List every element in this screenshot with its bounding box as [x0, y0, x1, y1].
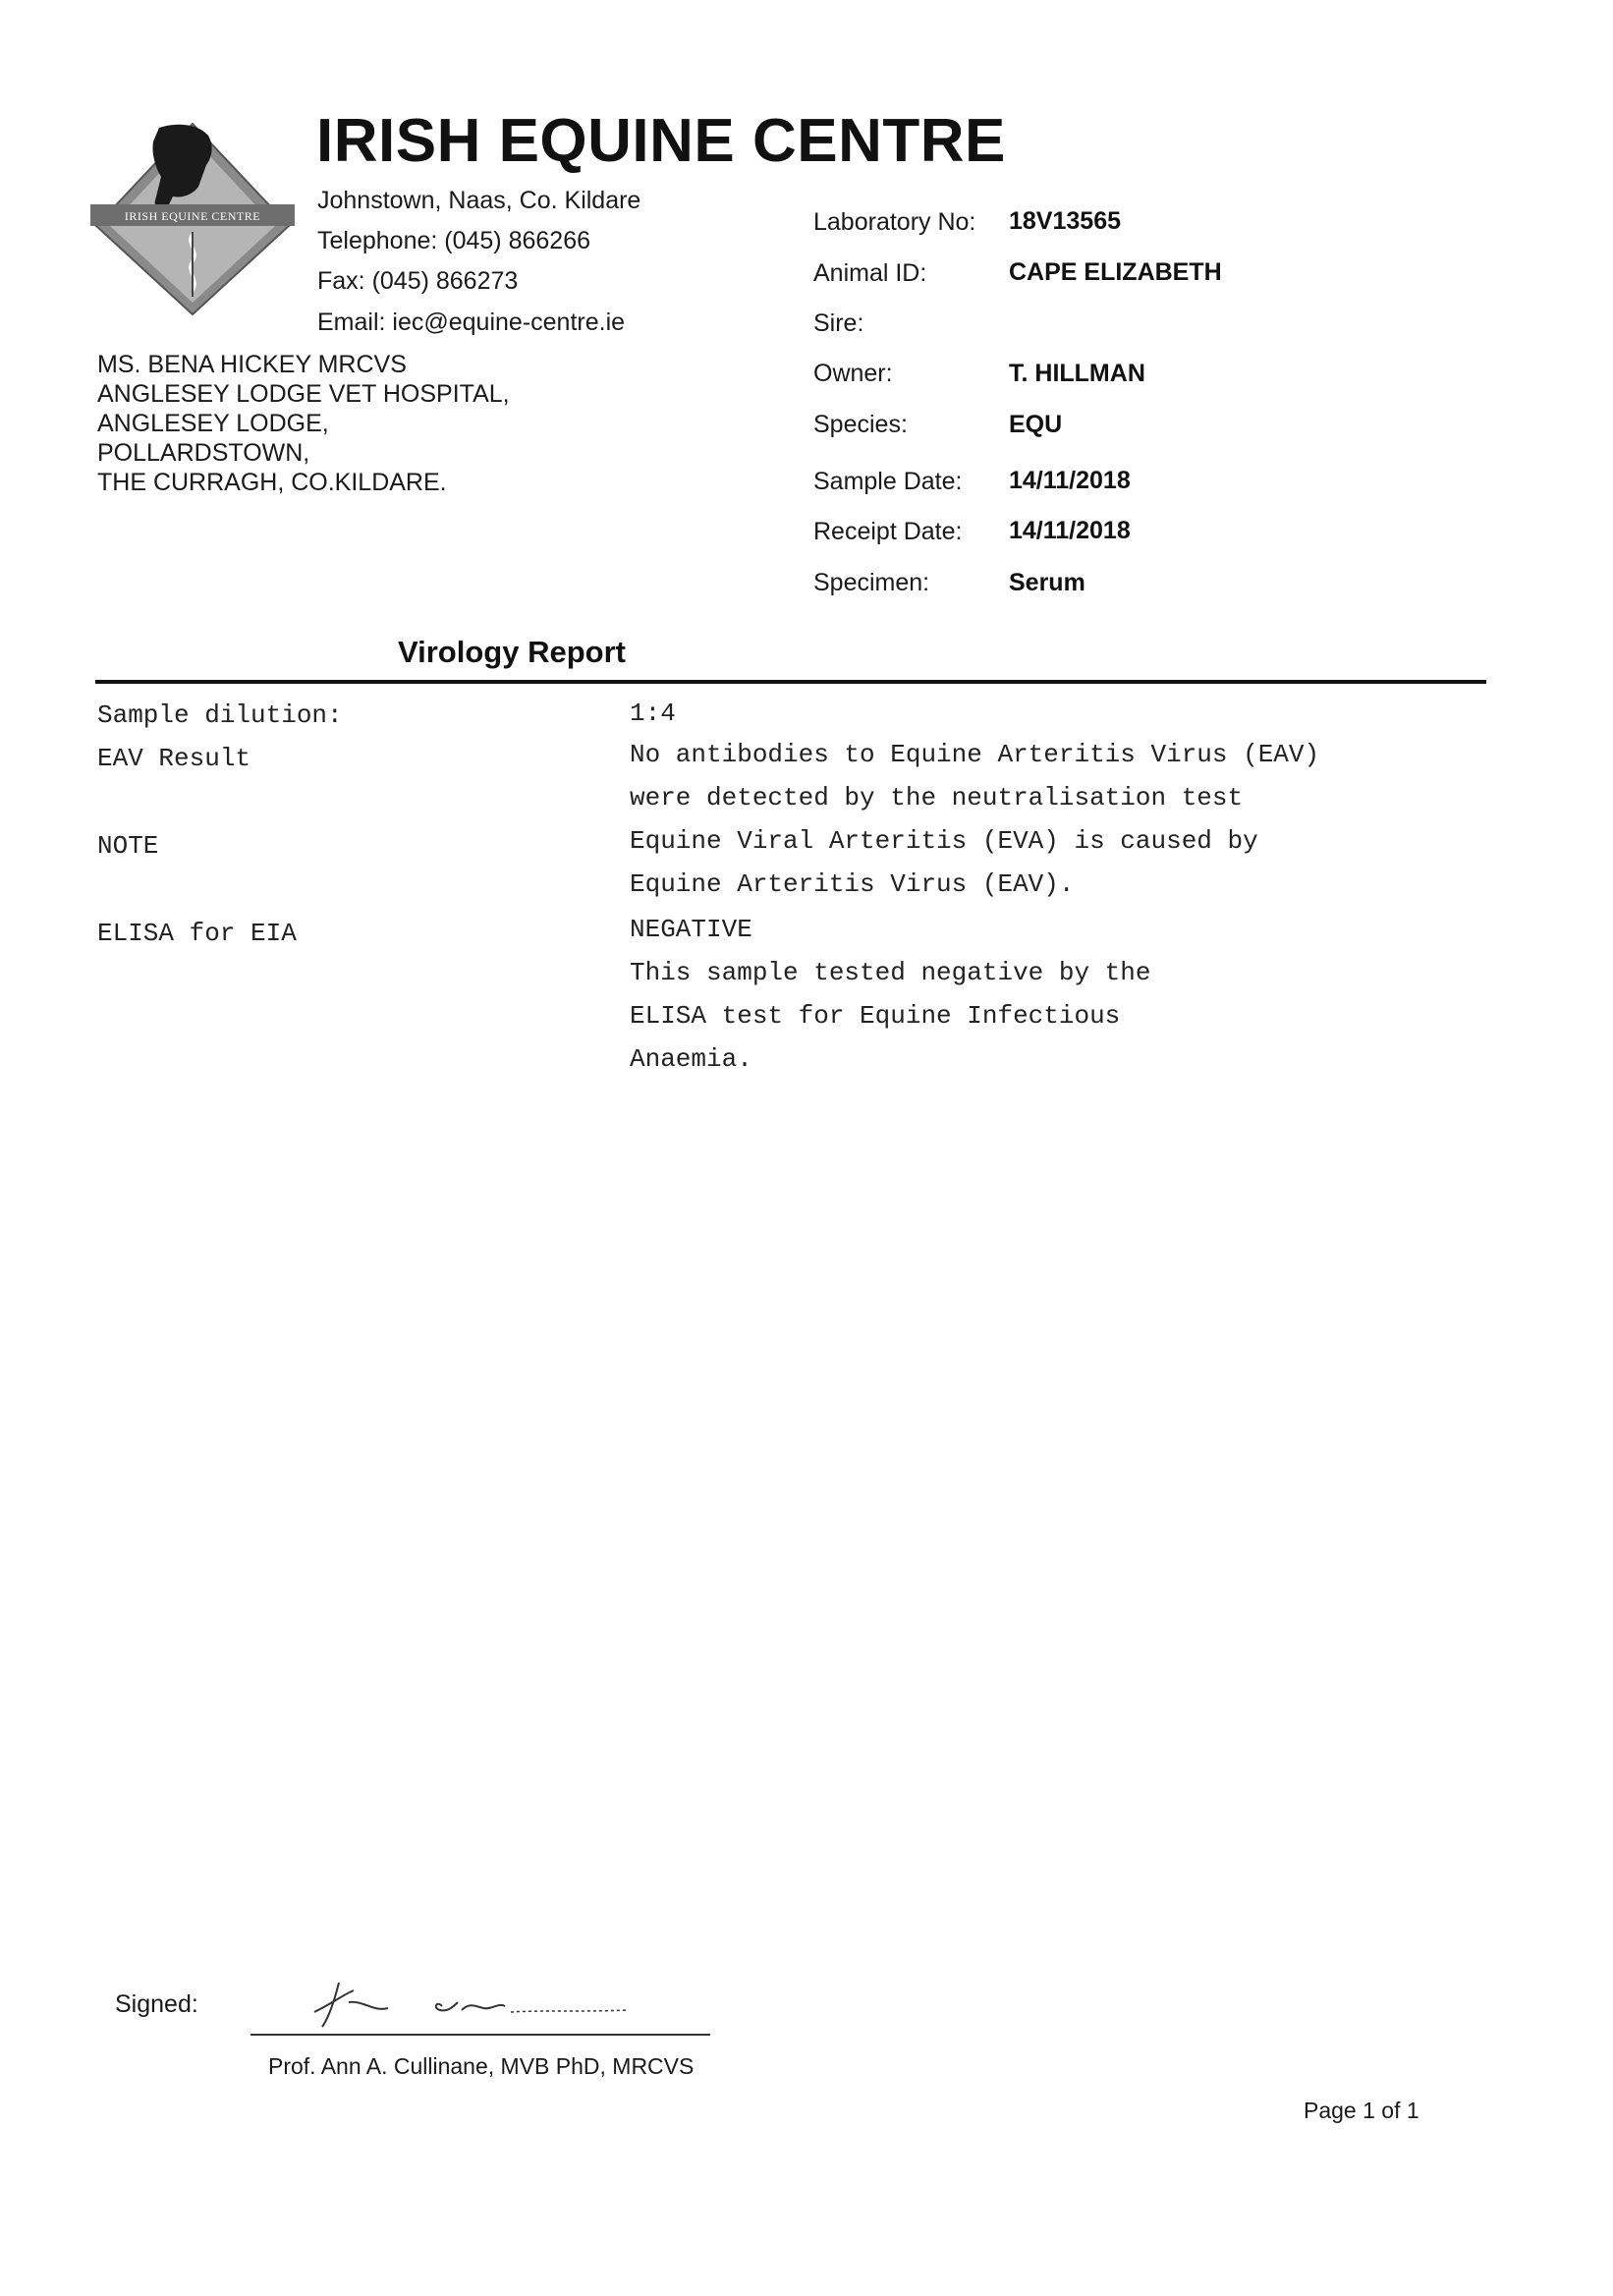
species-value: EQU — [1009, 411, 1063, 438]
result-line: Equine Viral Arteritis (EVA) is caused by — [630, 826, 1258, 856]
owner-label: Owner: — [813, 360, 893, 387]
signer-name: Prof. Ann A. Cullinane, MVB PhD, MRCVS — [268, 2053, 695, 2079]
report-title: Virology Report — [398, 635, 626, 669]
svg-text:IRISH EQUINE CENTRE: IRISH EQUINE CENTRE — [124, 209, 261, 223]
result-label-sample-dilution: Sample dilution: — [97, 700, 343, 730]
result-line: ELISA test for Equine Infectious — [630, 1001, 1121, 1031]
result-line: Anaemia. — [630, 1044, 752, 1074]
recipient-line: MS. BENA HICKEY MRCVS — [97, 351, 407, 378]
result-line: NEGATIVE — [630, 915, 752, 944]
result-value-sample-dilution — [630, 692, 676, 735]
report-divider — [95, 680, 1486, 684]
sample-date-value: 14/11/2018 — [1009, 467, 1131, 494]
result-label-elisa-eia: ELISA for EIA — [97, 919, 297, 948]
recipient-address — [97, 350, 510, 497]
organization-telephone: Telephone: (045) 866266 — [317, 227, 591, 254]
signed-label: Signed: — [115, 1990, 198, 2018]
result-value-note — [630, 819, 1258, 906]
recipient-line: POLLARDSTOWN, — [97, 439, 310, 467]
receipt-date-value: 14/11/2018 — [1009, 517, 1131, 544]
recipient-line: ANGLESEY LODGE, — [97, 410, 329, 437]
signature-line — [250, 2034, 710, 2036]
result-line: 1:4 — [630, 699, 676, 728]
organization-name: IRISH EQUINE CENTRE — [316, 107, 1006, 175]
recipient-line: ANGLESEY LODGE VET HOSPITAL, — [97, 380, 510, 408]
animal-id-label: Animal ID: — [813, 259, 927, 287]
page-number: Page 1 of 1 — [1304, 2098, 1419, 2123]
recipient-line: THE CURRAGH, CO.KILDARE. — [97, 469, 447, 496]
organization-fax: Fax: (045) 866273 — [317, 267, 519, 295]
sample-date-label: Sample Date: — [813, 468, 963, 495]
irish-equine-centre-logo — [90, 118, 295, 320]
receipt-date-label: Receipt Date: — [813, 518, 963, 545]
animal-id-value: CAPE ELIZABETH — [1009, 258, 1222, 286]
result-line: Equine Arteritis Virus (EAV). — [630, 869, 1075, 899]
result-value-elisa-eia — [630, 908, 1151, 1081]
result-value-eav — [630, 733, 1319, 819]
result-line: were detected by the neutralisation test — [630, 783, 1244, 812]
specimen-value: Serum — [1009, 569, 1085, 596]
result-label-note: NOTE — [97, 831, 159, 861]
lab-number-label: Laboratory No: — [813, 208, 976, 236]
result-label-eav: EAV Result — [97, 744, 251, 773]
result-line: No antibodies to Equine Arteritis Virus (EAV) — [630, 740, 1320, 769]
sire-label: Sire: — [813, 309, 864, 337]
species-label: Species: — [813, 411, 908, 438]
owner-value: T. HILLMAN — [1009, 360, 1145, 387]
organization-address: Johnstown, Naas, Co. Kildare — [317, 187, 641, 214]
handwritten-signature — [295, 1973, 648, 2032]
specimen-label: Specimen: — [813, 569, 930, 596]
organization-email: Email: iec@equine-centre.ie — [317, 308, 626, 336]
result-line: This sample tested negative by the — [630, 958, 1151, 987]
lab-number-value: 18V13565 — [1009, 207, 1122, 235]
